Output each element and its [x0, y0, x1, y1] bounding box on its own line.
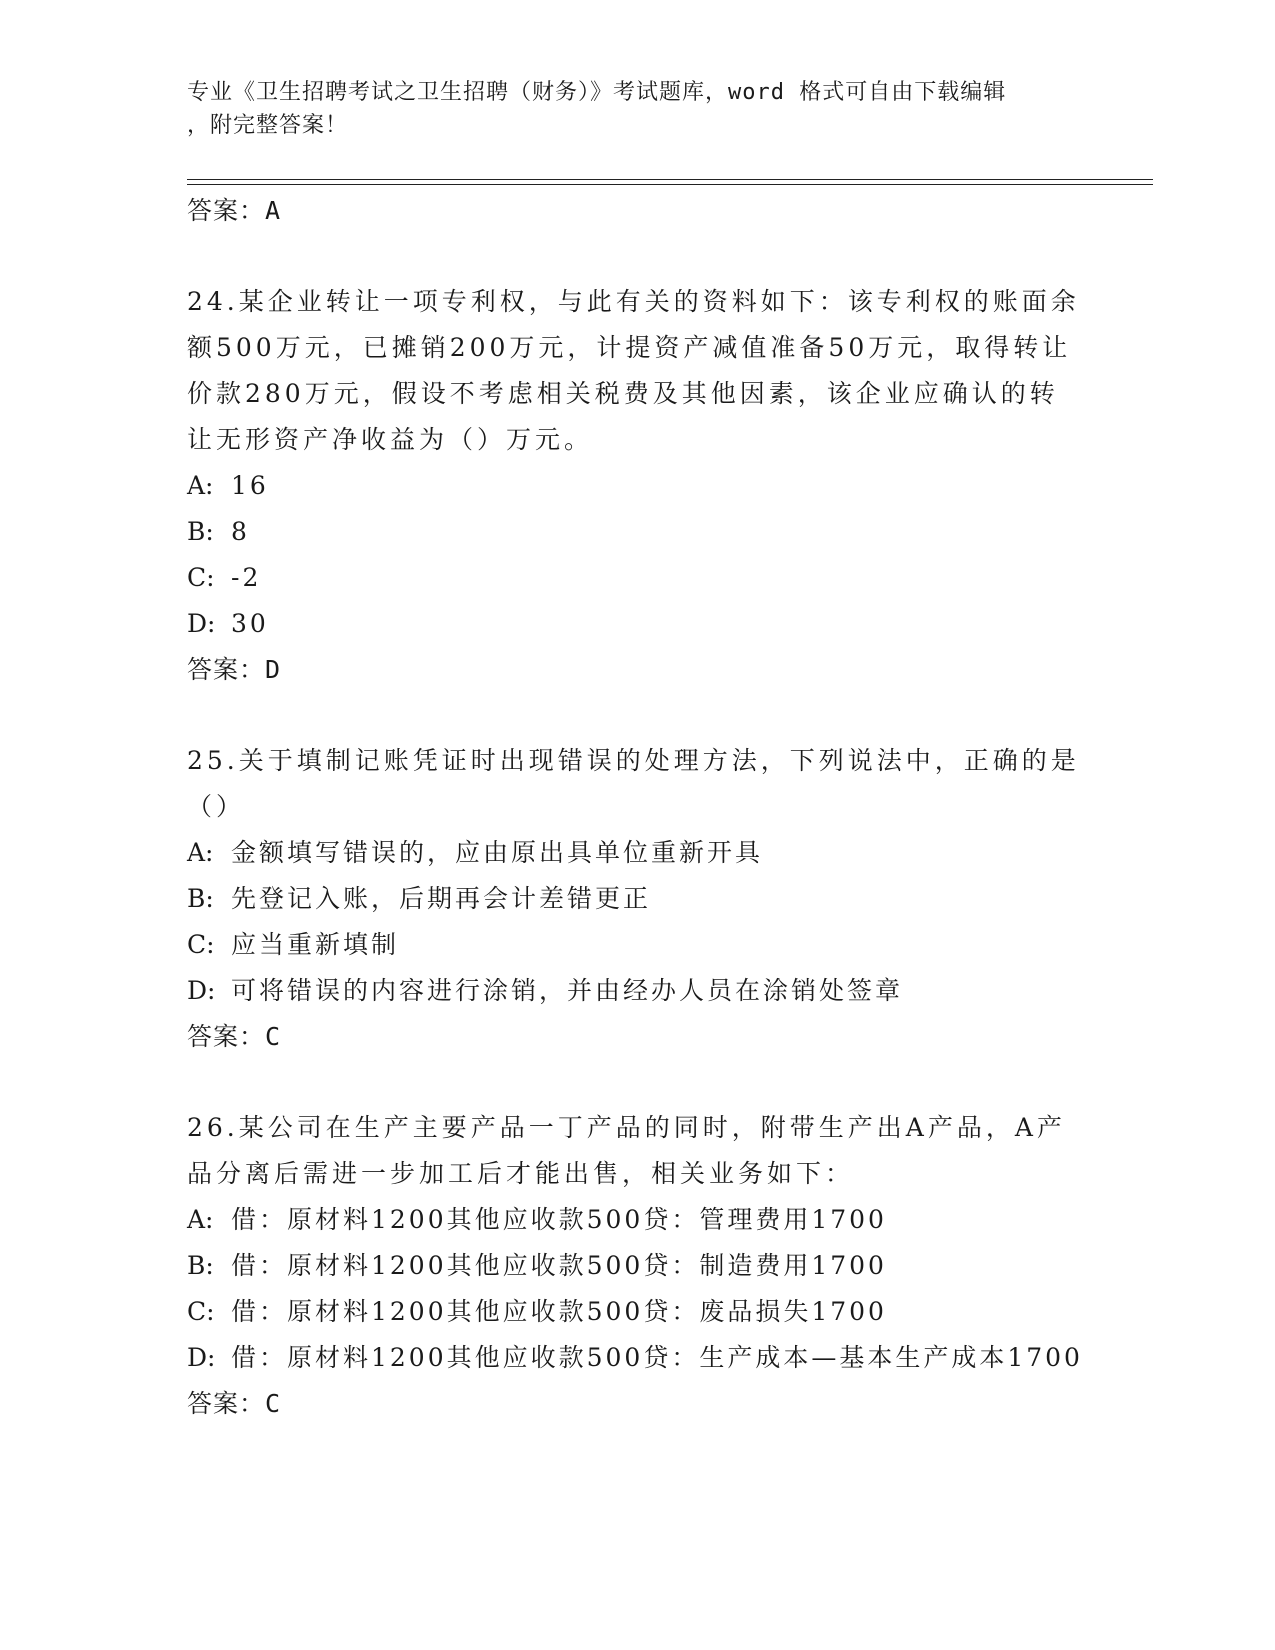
answer-label: 答案：: [187, 1022, 266, 1051]
option-key: B:: [187, 884, 214, 913]
option-text: 先登记入账，后期再会计差错更正: [231, 884, 652, 913]
document-body: [187, 188, 1087, 1426]
question-answer: [187, 647, 1087, 692]
option-a: [187, 1197, 1087, 1243]
option-d: [187, 968, 1087, 1014]
question-24: [187, 279, 1087, 692]
option-text: 8: [231, 517, 250, 546]
option-text: 金额填写错误的，应由原出具单位重新开具: [231, 838, 764, 867]
option-key: C:: [187, 930, 215, 959]
option-key: D:: [187, 1343, 216, 1372]
question-26: [187, 1105, 1087, 1426]
option-b: [187, 1243, 1087, 1289]
answer-label: 答案：: [187, 655, 266, 684]
question-answer: [187, 1381, 1087, 1426]
header-rule-top: [187, 179, 1153, 180]
option-key: C:: [187, 1297, 215, 1326]
answer-label: 答案：: [187, 1389, 266, 1418]
question-text: 26.某公司在生产主要产品一丁产品的同时，附带生产出A产品，A产品分离后需进一步加工后才能出售，相关业务如下：: [187, 1113, 1066, 1188]
option-key: D:: [187, 976, 216, 1005]
option-text: 应当重新填制: [231, 930, 400, 959]
option-key: B:: [187, 517, 214, 546]
answer-label: 答案：: [187, 196, 266, 225]
option-text: 16: [231, 471, 269, 500]
header-line-2: ，附完整答案！: [187, 113, 349, 138]
question-25: [187, 738, 1087, 1059]
previous-answer: [187, 188, 1087, 233]
option-text: -2: [231, 563, 262, 592]
option-b: [187, 876, 1087, 922]
option-d: [187, 601, 1087, 647]
option-text: 借：原材料1200其他应收款500贷：生产成本—基本生产成本1700: [231, 1343, 1083, 1372]
option-text: 借：原材料1200其他应收款500贷：废品损失1700: [231, 1297, 887, 1326]
header-rule-bottom: [187, 184, 1153, 185]
option-key: A:: [187, 1205, 214, 1234]
option-a: [187, 463, 1087, 509]
header-line-1: 专业《卫生招聘考试之卫生招聘（财务）》考试题库，word 格式可自由下载编辑: [187, 80, 1007, 105]
document-header: [187, 76, 1087, 142]
option-text: 借：原材料1200其他应收款500贷：管理费用1700: [231, 1205, 887, 1234]
question-answer: [187, 1014, 1087, 1059]
question-text: 24.某企业转让一项专利权，与此有关的资料如下：该专利权的账面余额500万元，已摊销200万元，计提资产减值准备50万元，取得转让价款280万元，假设不考虑相关税费及其他因素，该企业应确认的转让无形资产净收益为（）万元。: [187, 287, 1080, 454]
option-text: 30: [231, 609, 269, 638]
option-key: C:: [187, 563, 215, 592]
answer-value: C: [265, 1022, 282, 1051]
answer-value: C: [265, 1389, 282, 1418]
option-c: [187, 1289, 1087, 1335]
option-key: B:: [187, 1251, 214, 1280]
question-text: 25.关于填制记账凭证时出现错误的处理方法，下列说法中，正确的是（）: [187, 746, 1080, 821]
option-text: 借：原材料1200其他应收款500贷：制造费用1700: [231, 1251, 887, 1280]
option-b: [187, 509, 1087, 555]
option-key: A:: [187, 838, 214, 867]
answer-value: A: [265, 196, 282, 225]
answer-value: D: [265, 655, 282, 684]
option-text: 可将错误的内容进行涂销，并由经办人员在涂销处签章: [231, 976, 904, 1005]
option-key: D:: [187, 609, 216, 638]
option-key: A:: [187, 471, 214, 500]
option-a: [187, 830, 1087, 876]
option-c: [187, 555, 1087, 601]
option-c: [187, 922, 1087, 968]
option-d: [187, 1335, 1087, 1381]
